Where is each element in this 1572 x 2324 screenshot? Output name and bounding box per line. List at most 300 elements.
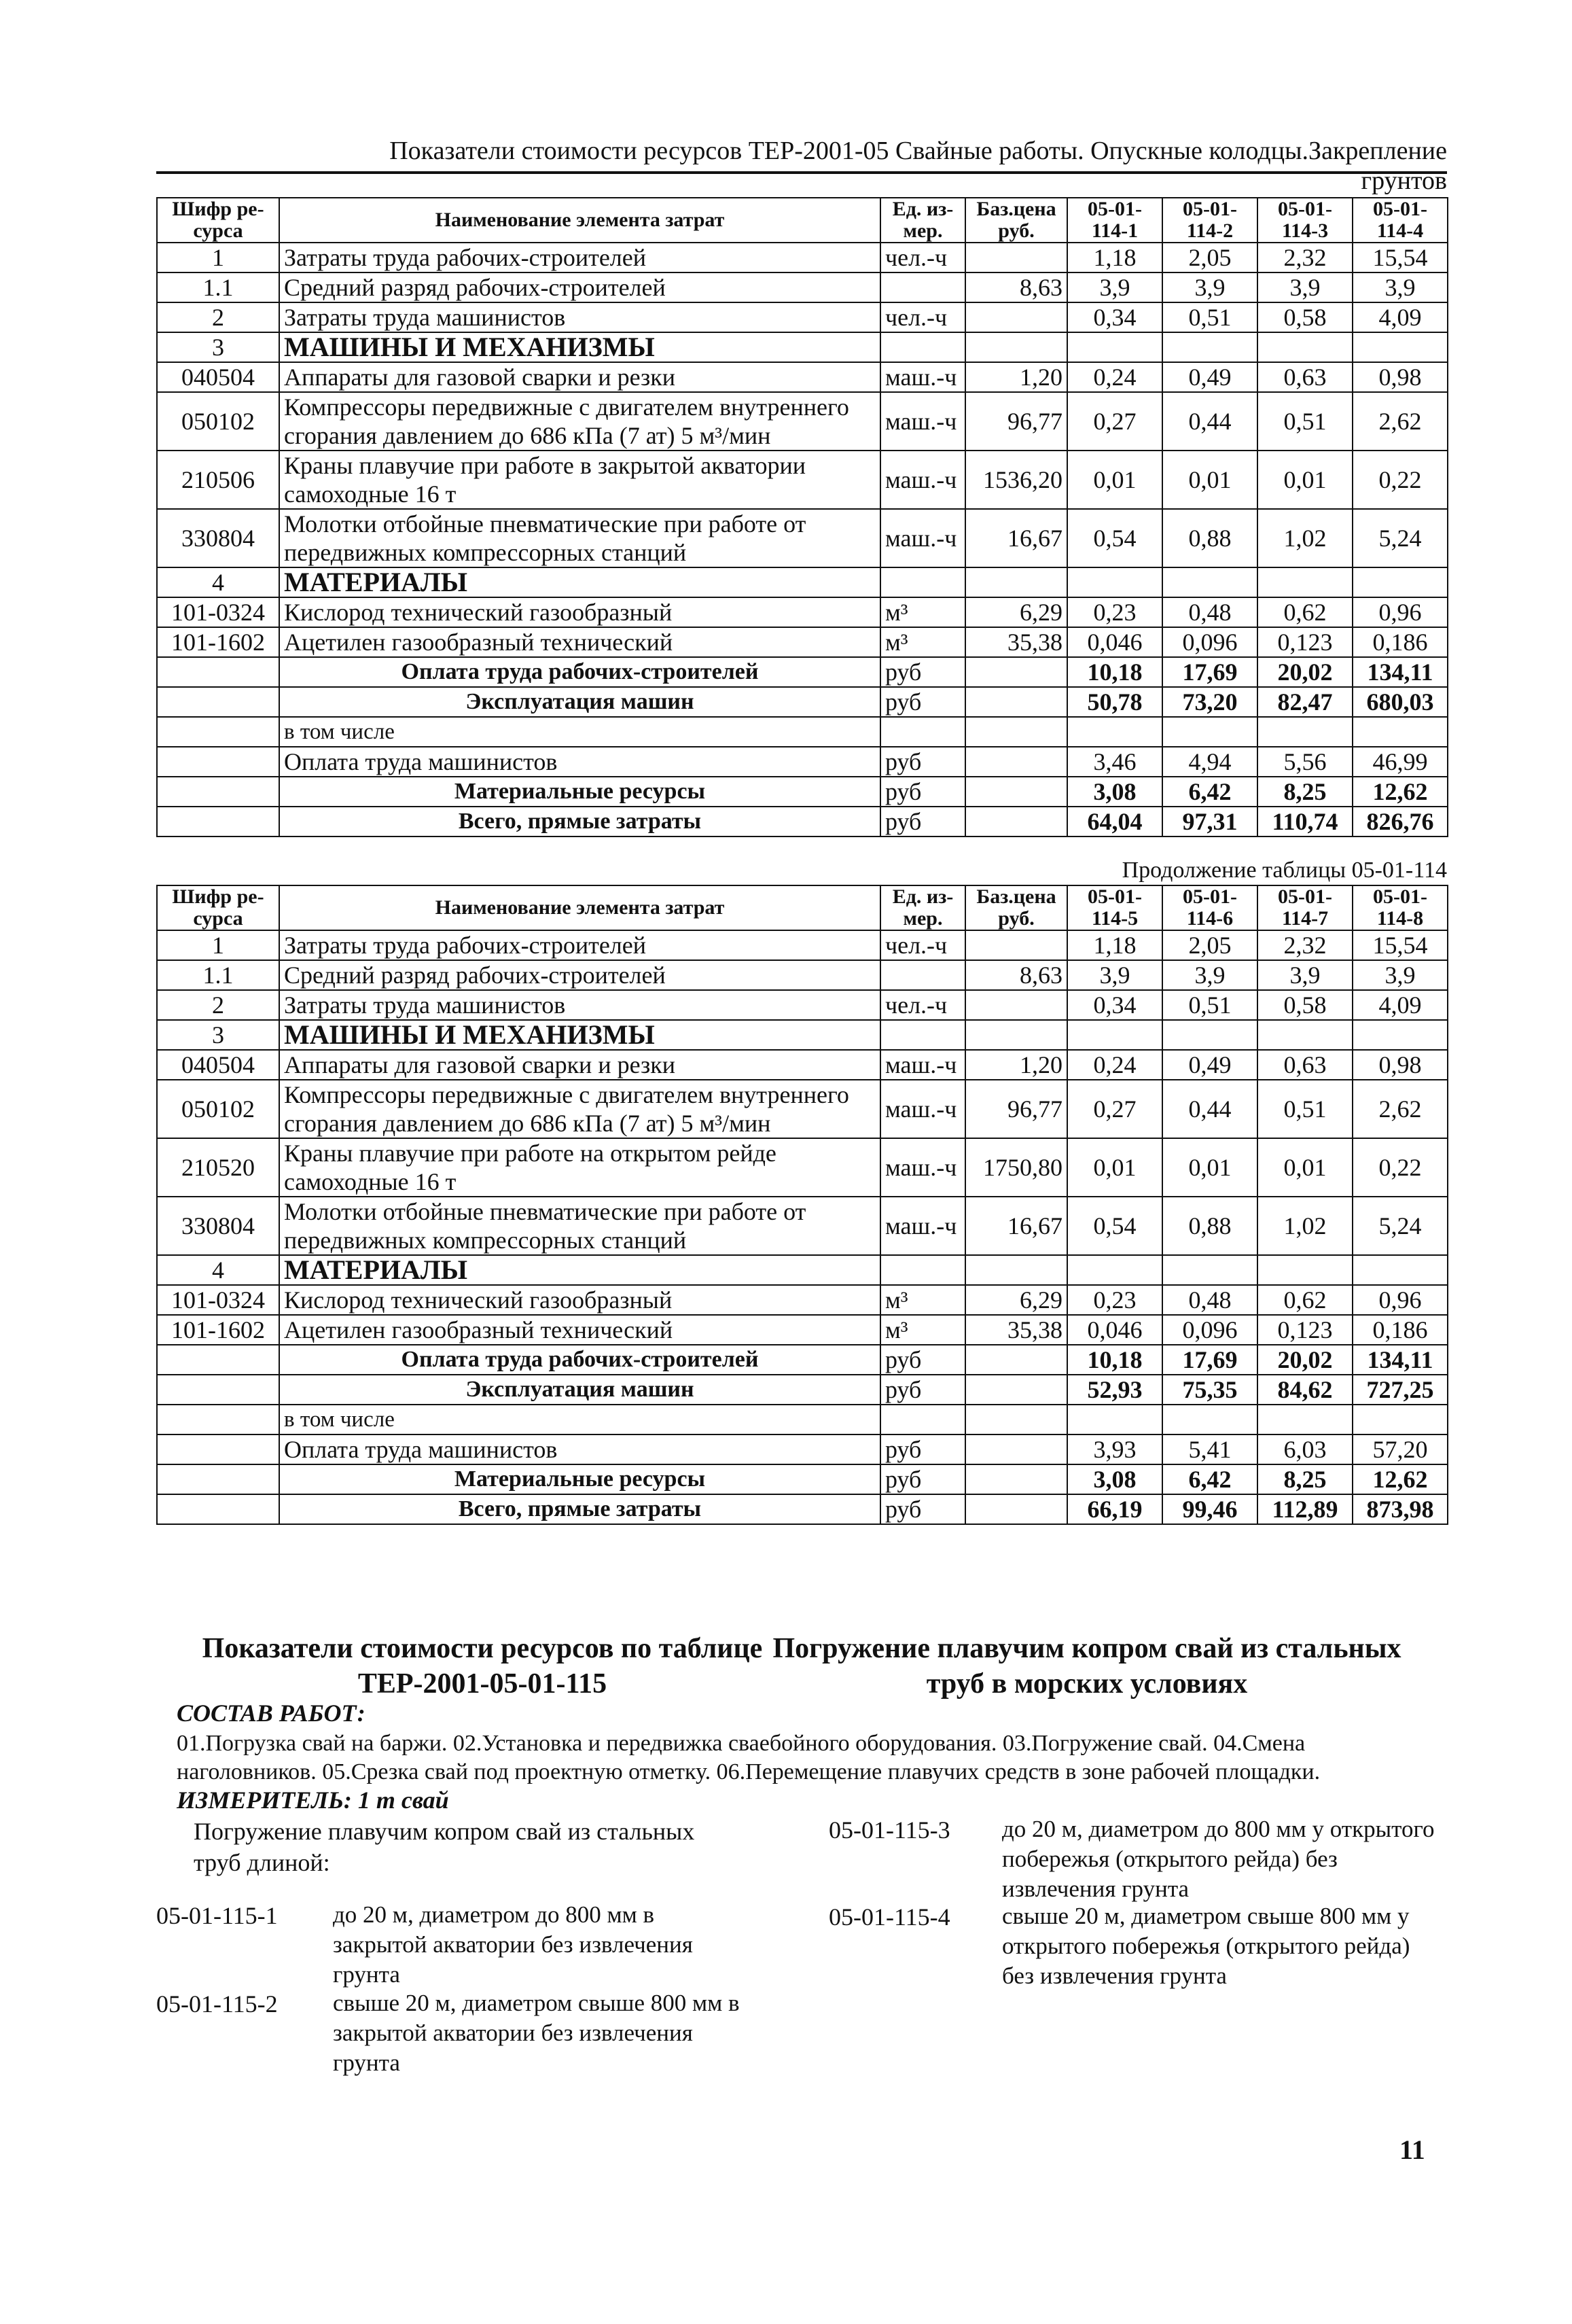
table-row (157, 657, 1448, 687)
resource-code: 050102 (157, 1080, 279, 1138)
resource-name: Затраты труда рабочих-строителей (279, 930, 880, 960)
base-price (965, 1255, 1067, 1285)
rate-value: 5,41 (1162, 1434, 1257, 1464)
resource-name: Оплата труда рабочих-строителей (279, 1345, 880, 1375)
unit: маш.-ч (880, 362, 965, 392)
resource-code: 210520 (157, 1138, 279, 1197)
unit: руб (880, 1375, 965, 1405)
rate-value: 0,01 (1162, 451, 1257, 509)
base-price (965, 747, 1067, 777)
col-rate-header: 05-01-114-1 (1067, 198, 1162, 243)
rate-value: 3,9 (1067, 272, 1162, 302)
unit: чел.-ч (880, 930, 965, 960)
table-row (157, 1345, 1448, 1375)
rate-value: 75,35 (1162, 1375, 1257, 1405)
unit: руб (880, 687, 965, 717)
rate-value: 0,58 (1257, 302, 1353, 332)
rate-value (1162, 717, 1257, 747)
resource-name: Компрессоры передвижные с двигателем внутреннего сгорания давлением до 686 кПа (7 ат) 5 м³/мин (279, 392, 880, 451)
rate-value (1162, 567, 1257, 597)
resource-code: 101-0324 (157, 597, 279, 627)
unit (880, 1405, 965, 1434)
rate-value: 6,03 (1257, 1434, 1353, 1464)
resource-name: Компрессоры передвижные с двигателем внутреннего сгорания давлением до 686 кПа (7 ат) 5 м³/мин (279, 1080, 880, 1138)
base-price: 96,77 (965, 1080, 1067, 1138)
rate-value: 3,08 (1067, 1464, 1162, 1494)
works-label: СОСТАВ РАБОТ: (177, 1700, 365, 1727)
resource-name: Ацетилен газообразный технический (279, 627, 880, 657)
rate-value: 3,46 (1067, 747, 1162, 777)
rate-value: 0,62 (1257, 1285, 1353, 1315)
col-rate-header: 05-01-114-6 (1162, 885, 1257, 930)
rate-value (1257, 1405, 1353, 1434)
base-price (965, 332, 1067, 362)
unit: руб (880, 747, 965, 777)
resource-code (157, 1494, 279, 1524)
rate-value: 680,03 (1353, 687, 1448, 717)
resource-name: Эксплуатация машин (279, 1375, 880, 1405)
rate-value: 6,42 (1162, 777, 1257, 807)
resource-code: 2 (157, 302, 279, 332)
resource-code: 101-1602 (157, 1315, 279, 1345)
unit: руб (880, 1464, 965, 1494)
rate-value: 0,27 (1067, 392, 1162, 451)
rate-value: 0,96 (1353, 597, 1448, 627)
col-price-header: Баз.цена руб. (965, 198, 1067, 243)
rate-value: 727,25 (1353, 1375, 1448, 1405)
base-price: 6,29 (965, 1285, 1067, 1315)
rate-value: 0,096 (1162, 627, 1257, 657)
rate-value: 64,04 (1067, 807, 1162, 837)
resource-code: 1 (157, 930, 279, 960)
rate-value: 0,62 (1257, 597, 1353, 627)
rate-value (1353, 332, 1448, 362)
table-row (157, 451, 1448, 509)
table-row (157, 362, 1448, 392)
rate-value: 0,88 (1162, 509, 1257, 567)
resource-code (157, 1375, 279, 1405)
table-row (157, 687, 1448, 717)
rate-value: 5,24 (1353, 509, 1448, 567)
rate-value (1067, 717, 1162, 747)
resource-code: 330804 (157, 509, 279, 567)
table-row (157, 1020, 1448, 1050)
resource-code (157, 1434, 279, 1464)
rate-value: 2,32 (1257, 930, 1353, 960)
resource-code (157, 657, 279, 687)
table-row (157, 990, 1448, 1020)
rate-value: 10,18 (1067, 657, 1162, 687)
resource-code: 1 (157, 243, 279, 272)
resource-code (157, 1464, 279, 1494)
unit: руб (880, 1434, 965, 1464)
base-price: 16,67 (965, 1197, 1067, 1255)
rate-value: 2,32 (1257, 243, 1353, 272)
rate-value: 0,51 (1162, 302, 1257, 332)
rate-value (1257, 1255, 1353, 1285)
unit (880, 332, 965, 362)
rate-value: 17,69 (1162, 657, 1257, 687)
resource-name: Затраты труда машинистов (279, 302, 880, 332)
base-price (965, 1405, 1067, 1434)
rate-value (1353, 1020, 1448, 1050)
rate-value: 5,56 (1257, 747, 1353, 777)
rate-value: 46,99 (1353, 747, 1448, 777)
rate-value: 4,94 (1162, 747, 1257, 777)
rate-value: 1,02 (1257, 509, 1353, 567)
unit: маш.-ч (880, 1197, 965, 1255)
resource-code: 4 (157, 567, 279, 597)
resource-code: 040504 (157, 362, 279, 392)
unit (880, 1020, 965, 1050)
rate-value: 3,9 (1353, 960, 1448, 990)
resource-code (157, 687, 279, 717)
rate-value: 1,18 (1067, 930, 1162, 960)
resource-table-2 (156, 885, 1448, 1525)
rate-value: 0,186 (1353, 627, 1448, 657)
rate-value: 17,69 (1162, 1345, 1257, 1375)
rate-value: 134,11 (1353, 657, 1448, 687)
rate-value: 0,63 (1257, 362, 1353, 392)
table-row (157, 1464, 1448, 1494)
rate-value: 6,42 (1162, 1464, 1257, 1494)
unit: маш.-ч (880, 392, 965, 451)
col-rate-header: 05-01-114-5 (1067, 885, 1162, 930)
resource-name: Всего, прямые затраты (279, 807, 880, 837)
rate-value: 0,22 (1353, 451, 1448, 509)
rate-value: 0,23 (1067, 597, 1162, 627)
rate-value: 0,27 (1067, 1080, 1162, 1138)
rate-value: 0,51 (1162, 990, 1257, 1020)
col-name-header: Наименование элемента затрат (279, 198, 880, 243)
rate-value: 10,18 (1067, 1345, 1162, 1375)
rate-value: 20,02 (1257, 657, 1353, 687)
header-rule (156, 171, 1447, 174)
rate-value (1067, 1020, 1162, 1050)
base-price (965, 717, 1067, 747)
rate-value: 8,25 (1257, 1464, 1353, 1494)
rate-value: 873,98 (1353, 1494, 1448, 1524)
rate-value (1162, 1255, 1257, 1285)
resource-name: Оплата труда машинистов (279, 747, 880, 777)
table-row (157, 1434, 1448, 1464)
rate-value (1257, 567, 1353, 597)
base-price (965, 807, 1067, 837)
rate-value (1353, 567, 1448, 597)
table-row (157, 747, 1448, 777)
col-rate-header: 05-01-114-4 (1353, 198, 1448, 243)
rate-value: 3,9 (1257, 272, 1353, 302)
col-rate-header: 05-01-114-8 (1353, 885, 1448, 930)
base-price: 1750,80 (965, 1138, 1067, 1197)
table-row (157, 807, 1448, 837)
table-row (157, 272, 1448, 302)
table-row (157, 302, 1448, 332)
resource-name: Молотки отбойные пневматические при работе от передвижных компрессорных станций (279, 1197, 880, 1255)
rate-value (1353, 1255, 1448, 1285)
base-price: 1536,20 (965, 451, 1067, 509)
entry-text: свыше 20 м, диаметром свыше 800 мм у открытого побережья (открытого рейда) без извлечения грунта (1002, 1903, 1410, 1989)
rate-value: 57,20 (1353, 1434, 1448, 1464)
unit: чел.-ч (880, 990, 965, 1020)
rate-value: 3,9 (1162, 960, 1257, 990)
rate-value: 0,49 (1162, 362, 1257, 392)
col-name-header: Наименование элемента затрат (279, 885, 880, 930)
rate-value: 12,62 (1353, 1464, 1448, 1494)
resource-name: Материальные ресурсы (279, 1464, 880, 1494)
resource-code: 101-1602 (157, 627, 279, 657)
table-row (157, 1375, 1448, 1405)
resource-name: в том числе (279, 1405, 880, 1434)
resource-code (157, 777, 279, 807)
base-price: 35,38 (965, 1315, 1067, 1345)
rate-value: 5,24 (1353, 1197, 1448, 1255)
base-price (965, 687, 1067, 717)
page-number: 11 (1399, 2134, 1425, 2165)
rate-value (1067, 1405, 1162, 1434)
resource-code: 2 (157, 990, 279, 1020)
rate-value: 134,11 (1353, 1345, 1448, 1375)
rate-value: 20,02 (1257, 1345, 1353, 1375)
unit: маш.-ч (880, 1138, 965, 1197)
table-header-row (157, 198, 1448, 243)
resource-name: в том числе (279, 717, 880, 747)
base-price (965, 302, 1067, 332)
rate-value: 3,9 (1257, 960, 1353, 990)
rate-value: 0,51 (1257, 1080, 1353, 1138)
table-row (157, 597, 1448, 627)
unit: руб (880, 657, 965, 687)
rate-value: 0,096 (1162, 1315, 1257, 1345)
measure-label: ИЗМЕРИТЕЛЬ: 1 т свай (177, 1786, 449, 1814)
base-price (965, 1464, 1067, 1494)
resource-code: 3 (157, 332, 279, 362)
rate-value: 52,93 (1067, 1375, 1162, 1405)
resource-code: 050102 (157, 392, 279, 451)
rate-value: 0,046 (1067, 627, 1162, 657)
table-continuation-note: Продолжение таблицы 05-01-114 (1122, 858, 1447, 883)
base-price: 96,77 (965, 392, 1067, 451)
rate-value: 0,123 (1257, 627, 1353, 657)
rate-value: 82,47 (1257, 687, 1353, 717)
table-row (157, 1197, 1448, 1255)
rate-value: 15,54 (1353, 243, 1448, 272)
base-price: 8,63 (965, 272, 1067, 302)
base-price (965, 1020, 1067, 1050)
rate-value: 2,05 (1162, 243, 1257, 272)
rate-value: 0,046 (1067, 1315, 1162, 1345)
unit: руб (880, 1345, 965, 1375)
base-price (965, 567, 1067, 597)
rate-value: 3,08 (1067, 777, 1162, 807)
rate-value: 4,09 (1353, 990, 1448, 1020)
rate-value: 0,88 (1162, 1197, 1257, 1255)
unit: маш.-ч (880, 1050, 965, 1080)
table-row (157, 1315, 1448, 1345)
rate-value: 2,62 (1353, 1080, 1448, 1138)
unit: маш.-ч (880, 509, 965, 567)
table-row (157, 930, 1448, 960)
rate-value: 3,9 (1353, 272, 1448, 302)
rate-value: 0,34 (1067, 990, 1162, 1020)
base-price: 16,67 (965, 509, 1067, 567)
rate-value: 97,31 (1162, 807, 1257, 837)
entries-intro: Погружение плавучим копром свай из стальных труб длиной: (194, 1818, 695, 1876)
rate-value (1162, 1020, 1257, 1050)
rate-value: 0,34 (1067, 302, 1162, 332)
rate-value: 0,44 (1162, 392, 1257, 451)
rate-value (1353, 1405, 1448, 1434)
rate-value: 0,51 (1257, 392, 1353, 451)
rate-value: 73,20 (1162, 687, 1257, 717)
table-row (157, 777, 1448, 807)
rate-value: 0,49 (1162, 1050, 1257, 1080)
rate-value: 110,74 (1257, 807, 1353, 837)
resource-code: 4 (157, 1255, 279, 1285)
entry-text: до 20 м, диаметром до 800 мм у открытого побережья (открытого рейда) без извлечения грунта (1002, 1816, 1435, 1902)
resource-name: Оплата труда машинистов (279, 1434, 880, 1464)
rate-value (1067, 567, 1162, 597)
unit: руб (880, 807, 965, 837)
entry-code: 05-01-115-3 (829, 1816, 950, 1844)
resource-name: Ацетилен газообразный технический (279, 1315, 880, 1345)
rate-value: 0,48 (1162, 597, 1257, 627)
table-row (157, 1285, 1448, 1315)
resource-table-1 (156, 197, 1448, 837)
resource-name: МАТЕРИАЛЫ (279, 567, 880, 597)
table-row (157, 1255, 1448, 1285)
resource-name: МАТЕРИАЛЫ (279, 1255, 880, 1285)
resource-code: 330804 (157, 1197, 279, 1255)
col-rate-header: 05-01-114-7 (1257, 885, 1353, 930)
resource-code (157, 717, 279, 747)
resource-code: 101-0324 (157, 1285, 279, 1315)
table-row (157, 1050, 1448, 1080)
rate-value: 1,18 (1067, 243, 1162, 272)
col-code-header: Шифр ре-сурса (157, 198, 279, 243)
rate-value: 0,123 (1257, 1315, 1353, 1345)
rate-value: 66,19 (1067, 1494, 1162, 1524)
rate-value (1257, 1020, 1353, 1050)
rate-value: 0,01 (1162, 1138, 1257, 1197)
base-price: 8,63 (965, 960, 1067, 990)
rate-value: 0,96 (1353, 1285, 1448, 1315)
rate-value: 4,09 (1353, 302, 1448, 332)
rate-value (1067, 332, 1162, 362)
rate-value: 15,54 (1353, 930, 1448, 960)
table-row (157, 392, 1448, 451)
table-row (157, 1138, 1448, 1197)
rate-value (1257, 717, 1353, 747)
col-rate-header: 05-01-114-3 (1257, 198, 1353, 243)
rate-value: 3,93 (1067, 1434, 1162, 1464)
col-unit-header: Ед. из-мер. (880, 885, 965, 930)
table-row (157, 1405, 1448, 1434)
rate-value (1162, 332, 1257, 362)
base-price (965, 1494, 1067, 1524)
rate-value: 112,89 (1257, 1494, 1353, 1524)
col-unit-header: Ед. из-мер. (880, 198, 965, 243)
table-row (157, 567, 1448, 597)
base-price (965, 990, 1067, 1020)
resource-name: МАШИНЫ И МЕХАНИЗМЫ (279, 332, 880, 362)
resource-code (157, 1405, 279, 1434)
rate-value: 0,48 (1162, 1285, 1257, 1315)
col-code-header: Шифр ре-сурса (157, 885, 279, 930)
base-price (965, 1434, 1067, 1464)
entry-code: 05-01-115-2 (156, 1990, 278, 2018)
rate-value: 0,01 (1067, 1138, 1162, 1197)
rate-value: 0,54 (1067, 509, 1162, 567)
resource-code: 1.1 (157, 272, 279, 302)
col-rate-header: 05-01-114-2 (1162, 198, 1257, 243)
rate-value (1162, 1405, 1257, 1434)
resource-name: Затраты труда машинистов (279, 990, 880, 1020)
resource-name: Кислород технический газообразный (279, 1285, 880, 1315)
rate-value (1257, 332, 1353, 362)
entry-code: 05-01-115-1 (156, 1902, 278, 1929)
base-price: 6,29 (965, 597, 1067, 627)
rate-value: 0,22 (1353, 1138, 1448, 1197)
table-row (157, 717, 1448, 747)
entry-text: свыше 20 м, диаметром свыше 800 мм в закрытой акватории без извлечения грунта (333, 1990, 740, 2076)
rate-value: 0,98 (1353, 1050, 1448, 1080)
rate-value: 99,46 (1162, 1494, 1257, 1524)
unit (880, 717, 965, 747)
table-row (157, 243, 1448, 272)
rate-value: 12,62 (1353, 777, 1448, 807)
rate-value: 3,9 (1162, 272, 1257, 302)
resource-code (157, 747, 279, 777)
resource-name: Аппараты для газовой сварки и резки (279, 362, 880, 392)
section-title-right: Погружение плавучим копром свай из стальных труб в морских условиях (772, 1633, 1401, 1700)
unit (880, 272, 965, 302)
rate-value: 0,186 (1353, 1315, 1448, 1345)
rate-value: 0,44 (1162, 1080, 1257, 1138)
rate-value: 0,58 (1257, 990, 1353, 1020)
rate-value: 0,01 (1257, 451, 1353, 509)
rate-value: 2,62 (1353, 392, 1448, 451)
base-price (965, 930, 1067, 960)
unit: руб (880, 777, 965, 807)
resource-name: Средний разряд рабочих-строителей (279, 960, 880, 990)
resource-name: Затраты труда рабочих-строителей (279, 243, 880, 272)
rate-value: 8,25 (1257, 777, 1353, 807)
section-title-left: Показатели стоимости ресурсов по таблице ТЕР-2001-05-01-115 (202, 1633, 763, 1700)
entry-code: 05-01-115-4 (829, 1903, 950, 1931)
base-price (965, 1345, 1067, 1375)
unit: чел.-ч (880, 302, 965, 332)
entry-text: до 20 м, диаметром до 800 мм в закрытой акватории без извлечения грунта (333, 1901, 693, 1988)
resource-code (157, 1345, 279, 1375)
base-price: 35,38 (965, 627, 1067, 657)
resource-name: Эксплуатация машин (279, 687, 880, 717)
unit: маш.-ч (880, 451, 965, 509)
rate-value: 1,02 (1257, 1197, 1353, 1255)
rate-value: 2,05 (1162, 930, 1257, 960)
unit: руб (880, 1494, 965, 1524)
resource-name: Оплата труда рабочих-строителей (279, 657, 880, 687)
resource-name: Кислород технический газообразный (279, 597, 880, 627)
base-price (965, 243, 1067, 272)
resource-name: Молотки отбойные пневматические при работе от передвижных компрессорных станций (279, 509, 880, 567)
rate-value (1067, 1255, 1162, 1285)
rate-value: 0,24 (1067, 362, 1162, 392)
rate-value: 0,98 (1353, 362, 1448, 392)
rate-value: 0,01 (1067, 451, 1162, 509)
rate-value: 0,24 (1067, 1050, 1162, 1080)
unit: маш.-ч (880, 1080, 965, 1138)
